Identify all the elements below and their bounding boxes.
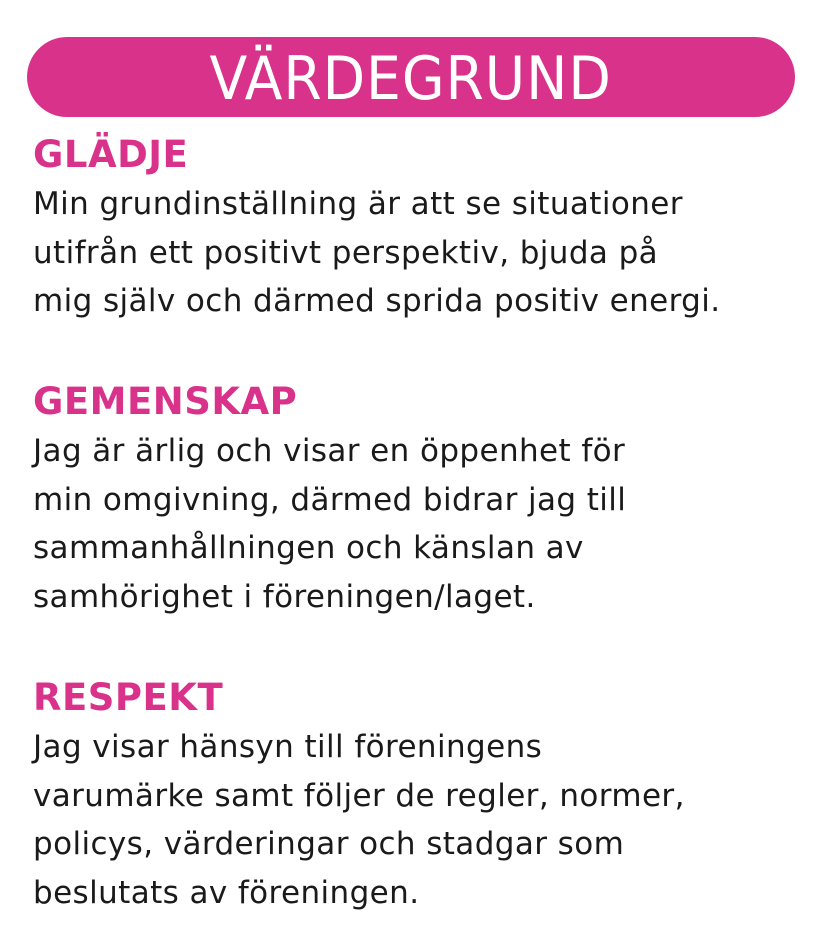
section-text-line: min omgivning, därmed bidrar jag till	[33, 481, 627, 518]
section-text-line: beslutats av föreningen.	[33, 874, 420, 911]
section-heading: RESPEKT	[33, 676, 224, 719]
section-heading: GLÄDJE	[33, 133, 189, 176]
section-respekt	[33, 673, 813, 917]
section-text-line: utifrån ett positivt perspektiv, bjuda på	[33, 234, 659, 271]
page-title: VÄRDEGRUND	[209, 44, 613, 114]
title-banner	[27, 37, 795, 117]
section-text-line: Min grundinställning är att se situationer	[33, 186, 683, 222]
section-text-line: varumärke samt följer de regler, normer,	[33, 777, 685, 814]
section-text-line: policys, värderingar och stadgar som	[33, 826, 625, 862]
section-text-line: Jag är ärlig och visar en öppenhet för	[33, 433, 626, 469]
section-heading: GEMENSKAP	[33, 380, 298, 423]
section-text-line: mig själv och därmed sprida positiv energi.	[33, 283, 721, 319]
section-gladje	[33, 130, 813, 326]
section-text-line: Jag visar hänsyn till föreningens	[33, 729, 543, 765]
section-gemenskap	[33, 377, 813, 621]
section-text-line: sammanhållningen och känslan av	[33, 530, 584, 566]
section-text-line: samhörighet i föreningen/laget.	[33, 578, 536, 615]
